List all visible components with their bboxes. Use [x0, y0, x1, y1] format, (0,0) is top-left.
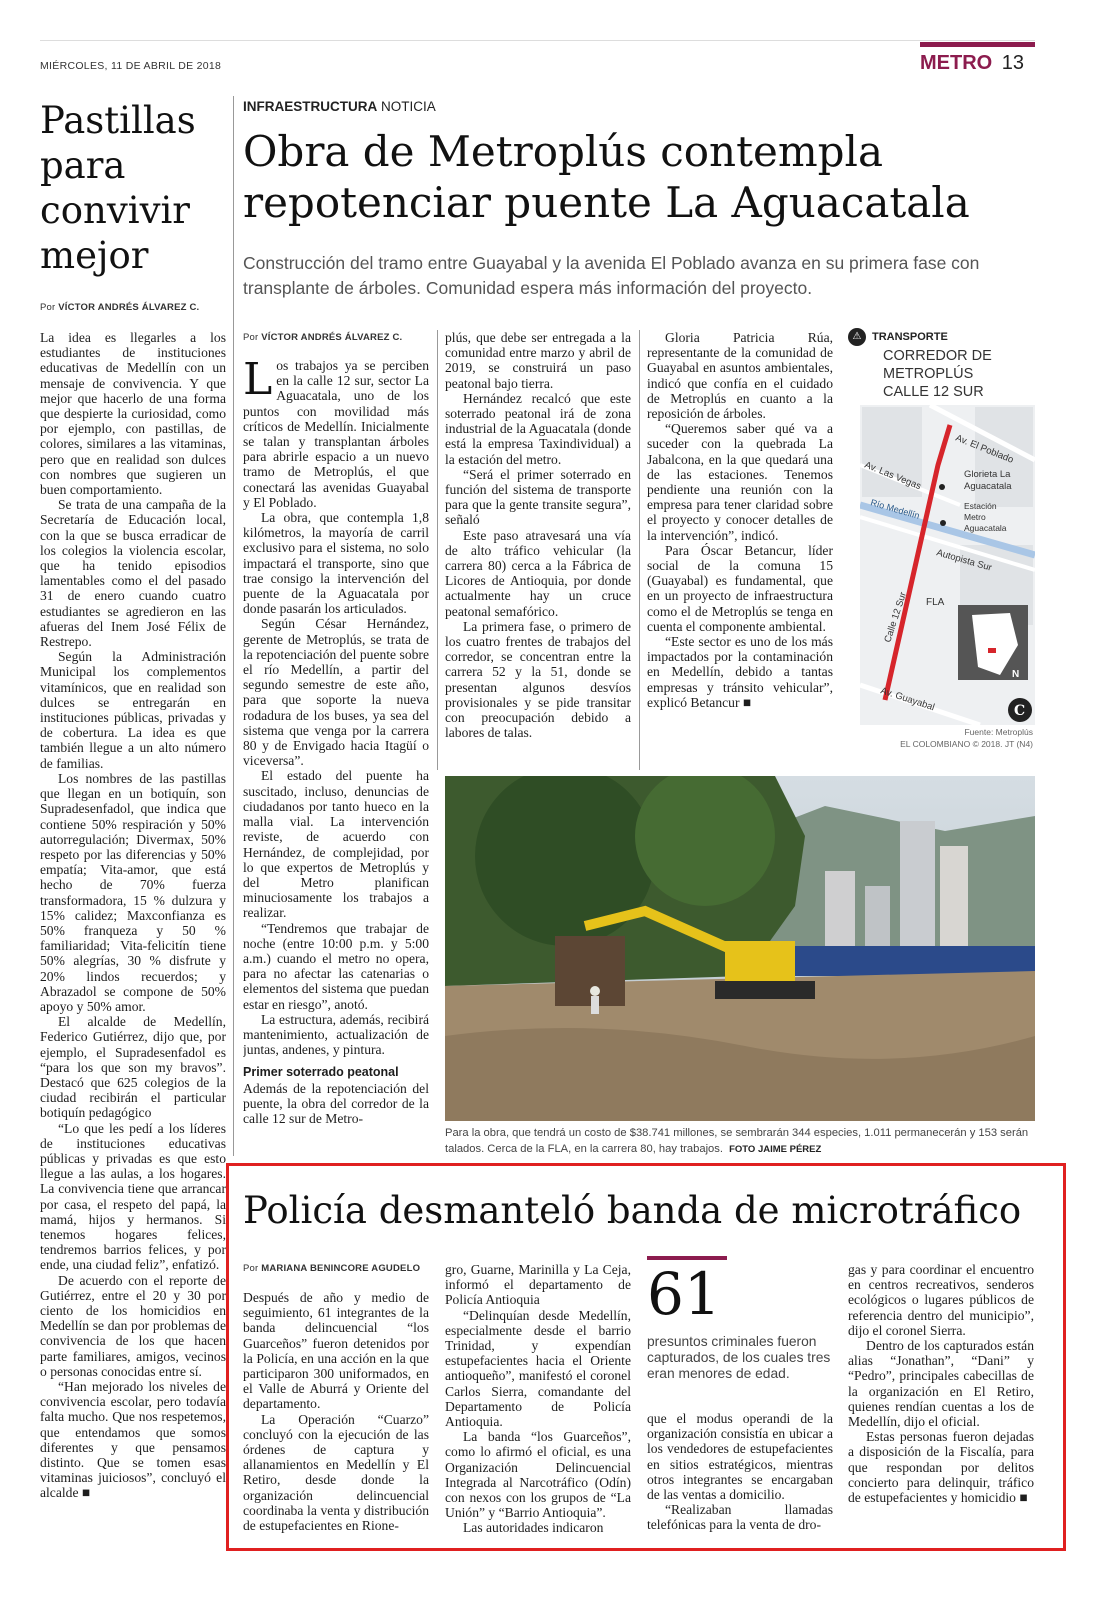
stat-description: presuntos criminales fueron capturados, de los cuales tres eran menores de edad. [647, 1334, 831, 1381]
paragraph: Según César Hernández, gerente de Metroplús, se trata de la repotenciación del puente sobre el río Medellín, a partir del segundo semestre de este año, para que soporte la nueva rodadura de los buses, ya sea del sistema que venga por la carrera 80 y de Envigado hacia Itagüí o viceversa”. [243, 616, 429, 769]
byline-author: VÍCTOR ANDRÉS ÁLVAREZ C. [261, 332, 403, 343]
map-source: Fuente: Metroplús [964, 727, 1033, 737]
byline-author: MARIANA BENINCORE AGUDELO [261, 1263, 421, 1274]
police-headline: Policía desmanteló banda de microtráfico [243, 1189, 1022, 1232]
corridor-map [860, 405, 1035, 725]
byline-prefix: Por [243, 332, 259, 343]
police-byline [243, 1263, 420, 1274]
paragraph: Este paso atravesará una vía de alto tráfico vehicular (la carrera 80) cerca a la Fábrica de Licores de Antioquia, por donde actualmente hay un cruce peatonal semafórico. [445, 527, 631, 619]
main-kicker [243, 99, 436, 114]
paragraph: La Operación “Cuarzo” concluyó con la ejecución de las órdenes de captura y allanamientos en Medellín y El Retiro, desde donde la organización delincuencial coordinaba la venta y distribución de estupefacientes en Rione- [243, 1411, 429, 1534]
map-title [883, 347, 992, 401]
map-kicker [848, 328, 948, 346]
worker-body [591, 996, 599, 1014]
label-glorieta-1: Glorieta La [964, 469, 1011, 480]
map-title-line: CORREDOR DE [883, 348, 992, 364]
kicker-type: NOTICIA [381, 99, 436, 114]
paragraph: “Tendremos que trabajar de noche (entre 10:00 p.m. y 5:00 a.m.) cuando el metro no opera, para no afectar las catenarias o elementos del sistema que puedan estar en riesgo”, anotó. [243, 920, 429, 1012]
paragraph: gro, Guarne, Marinilla y La Ceja, informó el departamento de Policía Antioquia [445, 1262, 631, 1308]
paragraph: Para Óscar Betancur, líder social de la comuna 15 (Guayabal) es fundamental, que en un proyecto de infraestructura como el de Metroplús se tenga en cuenta el componente ambiental. [647, 542, 833, 634]
paragraph: “Será el primer soterrado en función del sistema de transporte para que la gente transite segura”, señaló [445, 466, 631, 528]
paragraph: plús, que debe ser entregada a la comunidad entre marzo y abril de 2019, se construirá un paso peatonal bajo tierra. [445, 330, 631, 391]
label-estacion-1: Estación [964, 501, 997, 511]
paragraph: De acuerdo con el reporte de Gutiérrez, entre el 20 y 30 por ciento de los homicidios en Medellín se dan por problemas de convivencia de los que hacen parte familiares, amigos, vecinos o personas conocidas entre sí. [40, 1272, 226, 1379]
main-deck: Construcción del tramo entre Guayabal y la avenida El Poblado avanza en su primera fase con transplante de árboles. Comunidad espera más información del proyecto. [243, 253, 980, 298]
paragraph: Se trata de una campaña de la Secretaría de Educación local, con la que se busca erradicar de los colegios la violencia escolar, que ha tenido episodios lamentables como el del pasado 31 de enero cuando cuatro estudiantes se agredieron en las afueras del Inem José Félix de Restrepo. [40, 497, 226, 650]
map-credit: EL COLOMBIANO © 2018. JT (N4) [900, 739, 1033, 749]
logo-c: C [1014, 703, 1026, 719]
paragraph: Después de año y medio de seguimiento, 61 integrantes de la banda delincuencial “los Guarceños” fueron detenidos por la Policía, en una acción en la que participaron 300 uniformados, en el Valle de Aburrá y Oriente del departamento. [243, 1290, 429, 1412]
paragraph: La idea es llegarles a los estudiantes de instituciones educativas de Medellín con un mensaje de convivencia. Y que mejor que hacerlo de una forma que despierte la curiosidad, como por ejemplo, con pastillas, de colores, similares a las vitaminas, pero que en realidad son dulces con nombres que sugieren un buen comportamiento. [40, 330, 226, 498]
paragraph: “Han mejorado los niveles de convivencia escolar, pero todavía falta mucho. Que nos respetemos, que entendamos que somos diferentes y que pensamos distinto. Que se tomen esas vitaminas juiciosos”, concluyó el alcalde ■ [40, 1379, 226, 1501]
paragraph: “Este sector es uno de los más impactados por la contaminación en Medellín, debido a tantas empresas y tránsito vehicular”, explicó Betancur ■ [647, 634, 833, 710]
main-col-1 [243, 358, 429, 1153]
left-article-title: Pastillas para convivir mejor [40, 99, 196, 277]
byline-prefix: Por [40, 302, 56, 313]
north-indicator: N [1012, 669, 1020, 680]
paragraph: Hernández recalcó que este soterrado peatonal irá de zona industrial de la Aguacatala (donde está la empresa Taxindividual) a la estación del metro. [445, 390, 631, 467]
main-col-3 [647, 330, 833, 770]
left-article-byline [40, 302, 199, 313]
paragraph: “Realizaban llamadas telefónicas para la venta de dro- [647, 1502, 833, 1533]
paragraph: Gloria Patricia Rúa, representante de la comunidad de Guayabal en asuntos ambientales, indicó que confía en el cuidado de Metroplús en cuanto a la reposición de árboles. [647, 330, 833, 422]
construction-photo [445, 776, 1035, 1121]
paragraph: El alcalde de Medellín, Federico Gutiérrez, dijo que, por ejemplo, el Supradesenfadol es “para los que son my bravos”. Destacó que 625 colegios de la ciudad recibirán el particular botiquín pedagógico [40, 1014, 226, 1121]
kicker-category: INFRAESTRUCTURA [243, 99, 378, 114]
label-autopista: Autopista Sur [935, 547, 994, 574]
label-poblado: Av. El Poblado [953, 432, 1015, 466]
map-title-line: CALLE 12 SUR [883, 384, 984, 400]
paragraph: La obra, que contempla 1,8 kilómetros, la mayoría de carril exclusivo para el sistema, no solo impactará el transporte, sino que trae consigo la intervención del puente de la Aguacatala por donde pasarán los articulados. [243, 510, 429, 617]
glorieta-marker [939, 484, 945, 490]
paragraph: La banda “los Guarceños”, como lo afirmó el oficial, es una Organización Delincuencial Integrada al Narcotráfico (Odín) con nexos con los grupos de “La Unión” y “Barrio Antioquia”. [445, 1429, 631, 1521]
police-col-3 [647, 1411, 833, 1535]
paragraph: El estado del puente ha suscitado, incluso, denuncias de ciudadanos por tanto hueco en la malla vial. La intervención reviste, de acuerdo con Hernández, de complejidad, por lo que expertos de Metroplús y del Metro planifican minuciosamente los trabajos a realizar. [243, 768, 429, 921]
map-kicker-text: TRANSPORTE [872, 331, 948, 343]
paragraph: gas y para coordinar el encuentro en centros recreativos, senderos ecológicos o lugares públicos de referencia dentro del municipio”, dijo el coronel Sierra. [848, 1262, 1034, 1338]
paragraph: “Queremos saber qué va a suceder con la quebrada La Jabalcona, en la que quedará una de las estaciones. Tenemos pendiente una reunión con la empresa para tener claridad sobre el proyecto y conocer detalles de la intervención”, indicó. [647, 421, 833, 543]
subhead: Primer soterrado peatonal [243, 1065, 399, 1080]
label-estacion-2: Metro [964, 512, 986, 522]
photo-credit: FOTO JAIME PÉREZ [729, 1144, 822, 1155]
police-col-1 [243, 1290, 429, 1535]
issue-date: MIÉRCOLES, 11 DE ABRIL DE 2018 [40, 60, 222, 72]
station-marker [940, 520, 946, 526]
column-divider [437, 330, 438, 770]
photo-caption [445, 1125, 1035, 1158]
paragraph: La estructura, además, recibirá mantenimiento, actualización de juntas, andenes, y pintura. [243, 1011, 429, 1058]
paragraph: “Delinquían desde Medellín, especialmente desde el barrio Trinidad, y expendían estupefacientes hacia el Oriente antioqueño”, manifestó el coronel Carlos Sierra, comandante del Departamento de Policía Antioquia. [445, 1307, 631, 1430]
building [900, 821, 935, 956]
paragraph: Estas personas fueron dejadas a disposición de la Fiscalía, para que respondan por delitos concierto para delinquir, tráfico de estupefacientes y homicidio ■ [848, 1429, 1034, 1506]
paragraph: Según la Administración Municipal los complementos vitamínicos, que en realidad son dulces se entregarán en instituciones públicas, privadas y de cobertura. La idea es que también llegue a un alto número de familias. [40, 649, 226, 771]
label-calle12: Calle 12 Sur [882, 590, 910, 644]
police-col-4 [848, 1262, 1034, 1535]
caption-text: Para la obra, que tendrá un costo de $38.741 millones, se sembrarán 344 especies, 1.011 permanecerán y 153 serán talados. Cerca de la FLA, en la carrera 80, hay trabajos. [445, 1127, 1029, 1155]
police-col-2 [445, 1262, 631, 1535]
section-name: METRO [920, 52, 993, 74]
section-accent-bar [920, 42, 1035, 47]
stat-number: 61 [647, 1260, 721, 1328]
paragraph: Las autoridades indicaron [463, 1520, 604, 1535]
byline-author: VÍCTOR ANDRÉS ÁLVAREZ C. [58, 302, 200, 313]
paragraph: os trabajos ya se perciben en la calle 12 sur, sector La Aguacatala, uno de los puntos con movilidad más críticos de Medellín. Inicialmente se talan y transplantan árboles para abrirle espacio a un nuevo tramo de Metroplús, el que conectará las avenidas Guayabal y El Poblado. [243, 358, 429, 510]
paragraph: Además de la repotenciación del puente, la obra del corredor de la calle 12 sur de Metro- [243, 1080, 429, 1126]
label-rio: Río Medellín [869, 497, 921, 521]
label-guayabal: Av. Guayabal [879, 685, 936, 714]
paragraph: “Lo que les pedí a los líderes de instituciones educativas públicas y privadas es que esto llegue a las aulas, a los hogares. La convivencia tiene que arrancar por casa, el respeto del papá, la mamá, hijos y hermanos. Si tenemos hogares felices, tendremos barrios felices, y por ende, una ciudad feliz”, enfatizó. [40, 1120, 226, 1273]
byline-prefix: Por [243, 1263, 259, 1274]
page-number: 13 [1001, 52, 1025, 74]
label-glorieta-2: Aguacatala [964, 481, 1012, 492]
main-byline [243, 332, 402, 343]
transport-icon: ⚠ [848, 328, 866, 346]
label-fla: FLA [926, 597, 945, 608]
paragraph: Los nombres de las pastillas que llegan en un botiquín, son Supradesenfadol, que indica que contiene 50% respiración y 50% autorregulación; Divermax, 50% respeto por las diferencias y 50% empatía; Vita-amor, que está hecho de 70% fuerza transformadora, 15 % dulzura y 15% calidez; Maxconfianza es 50% franqueza y 50 % familiaridad; Vita-felicitín tiene 50% alegrías, 30 % disfrute y 20% lindos recuerdos; y Abrazadol se compone de 50% apoyo y 50% amor. [40, 770, 226, 1014]
locator-marker [988, 648, 996, 653]
label-vegas: Av. Las Vegas [862, 459, 923, 493]
worker [590, 986, 600, 996]
column-divider [233, 96, 234, 1156]
drop-cap: L [243, 358, 273, 405]
left-article-body [40, 330, 226, 1535]
excavator-track [715, 981, 815, 999]
column-divider [639, 330, 640, 770]
tree-stump-pile [555, 936, 625, 1006]
paragraph: Dentro de los capturados están alias “Jonathan”, “Dani” y “Pedro”, principales cabecillas de la organización en El Retiro, quienes rendían cuentas a los de Medellín, dijo el oficial. [848, 1338, 1034, 1430]
main-col-2 [445, 330, 631, 770]
paragraph: que el modus operandi de la organización consistía en ubicar a los vendedores de estupefacientes en sitios estratégicos, mientras otros integrantes se encargaban de las ventas a domicilio. [647, 1411, 833, 1503]
map-title-line: METROPLÚS [883, 366, 974, 382]
building [940, 846, 968, 956]
section-label [920, 52, 1024, 75]
map-graphic [845, 325, 1035, 755]
paragraph: La primera fase, o primero de los cuatro frentes de trabajos del corredor, se concentran entre la carrera 52 y la 51, donde se presentan algunos desvíos provisionales y se pide transitar con preocupación debido a labores de talas. [445, 618, 631, 741]
main-headline: Obra de Metroplús contempla repotenciar puente La Aguacatala [243, 127, 970, 227]
label-estacion-3: Aguacatala [964, 523, 1007, 533]
